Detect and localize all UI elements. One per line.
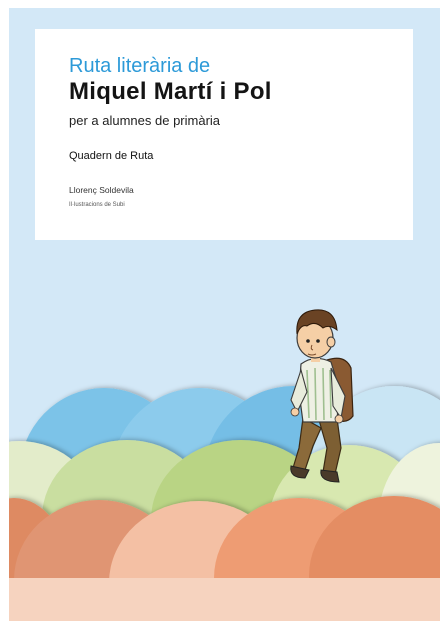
illustrator-credit: Il·lustracions de Subi [69, 202, 125, 208]
title-box [35, 29, 413, 240]
title-line-1: Ruta literària de [69, 55, 211, 77]
book-cover [9, 8, 440, 621]
title-line-2: Miquel Martí i Pol [69, 78, 272, 105]
booklet-label: Quadern de Ruta [69, 150, 154, 162]
subtitle: per a alumnes de primària [69, 113, 221, 128]
author-name: Llorenç Soldevila [69, 185, 134, 195]
ground-band [9, 578, 440, 621]
